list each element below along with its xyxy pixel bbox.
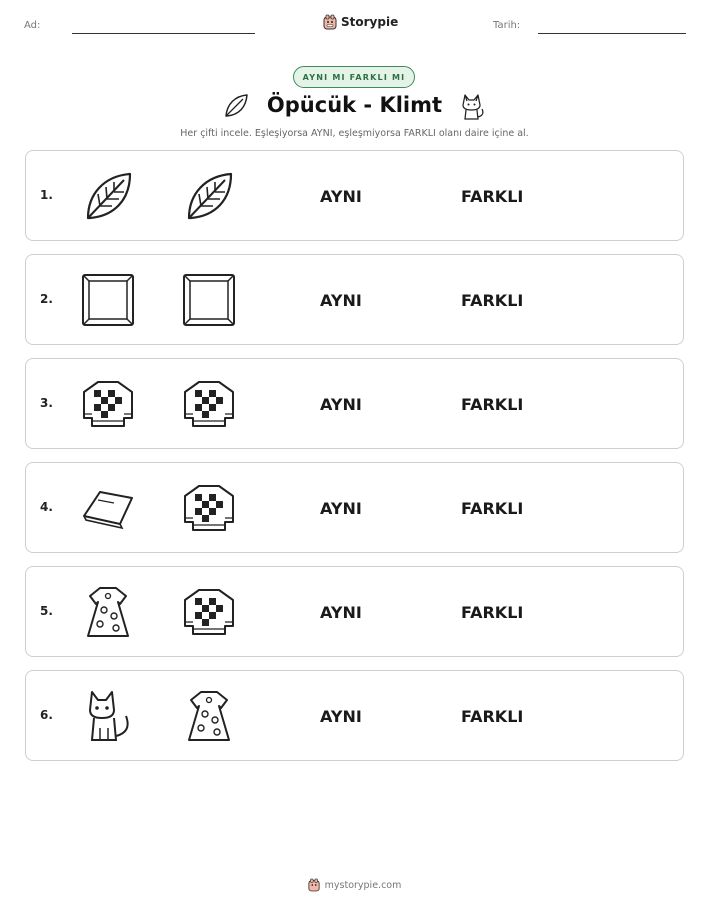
question-number: 3.	[40, 396, 53, 410]
storypie-mascot-icon	[308, 878, 320, 892]
frame-icon	[80, 272, 136, 328]
dress-icon	[181, 688, 237, 744]
option-same[interactable]: AYNI	[320, 499, 362, 518]
option-different[interactable]: FARKLI	[461, 603, 524, 622]
frame-icon	[181, 272, 237, 328]
sweater-icon	[181, 376, 237, 432]
option-same[interactable]: AYNI	[320, 603, 362, 622]
option-same[interactable]: AYNI	[320, 707, 362, 726]
question-number: 1.	[40, 188, 53, 202]
option-same[interactable]: AYNI	[320, 187, 362, 206]
question-row-4	[25, 462, 684, 553]
leaf-icon	[181, 168, 237, 224]
storypie-mascot-icon	[323, 14, 337, 30]
leaf-icon	[80, 168, 136, 224]
dress-icon	[80, 584, 136, 640]
option-different[interactable]: FARKLI	[461, 291, 524, 310]
date-line[interactable]	[538, 33, 686, 34]
question-row-2	[25, 254, 684, 345]
option-same[interactable]: AYNI	[320, 395, 362, 414]
name-line[interactable]	[72, 33, 255, 34]
cat-icon	[458, 91, 486, 121]
instructions: Her çifti incele. Eşleşiyorsa AYNI, eşleşmiyorsa FARKLI olanı daire içine al.	[180, 128, 529, 139]
option-same[interactable]: AYNI	[320, 291, 362, 310]
option-different[interactable]: FARKLI	[461, 707, 524, 726]
question-row-6	[25, 670, 684, 761]
question-row-5	[25, 566, 684, 657]
date-label: Tarih:	[493, 20, 521, 31]
brand-name: Storypie	[341, 15, 399, 29]
sweater-icon	[80, 376, 136, 432]
footer-url[interactable]: mystorypie.com	[324, 879, 402, 891]
option-different[interactable]: FARKLI	[461, 395, 524, 414]
name-label: Ad:	[24, 20, 41, 31]
option-different[interactable]: FARKLI	[461, 499, 524, 518]
cat-icon	[80, 688, 136, 744]
question-number: 6.	[40, 708, 53, 722]
page-title: Öpücük - Klimt	[266, 93, 443, 117]
brand-logo	[323, 14, 398, 30]
cloth-icon	[80, 480, 136, 536]
question-number: 2.	[40, 292, 53, 306]
sweater-icon	[181, 480, 237, 536]
sweater-icon	[181, 584, 237, 640]
worksheet-type-badge: AYNI MI FARKLI MI	[293, 66, 415, 88]
option-different[interactable]: FARKLI	[461, 187, 524, 206]
question-number: 5.	[40, 604, 53, 618]
question-row-3	[25, 358, 684, 449]
question-row-1	[25, 150, 684, 241]
question-number: 4.	[40, 500, 53, 514]
footer	[0, 878, 709, 892]
